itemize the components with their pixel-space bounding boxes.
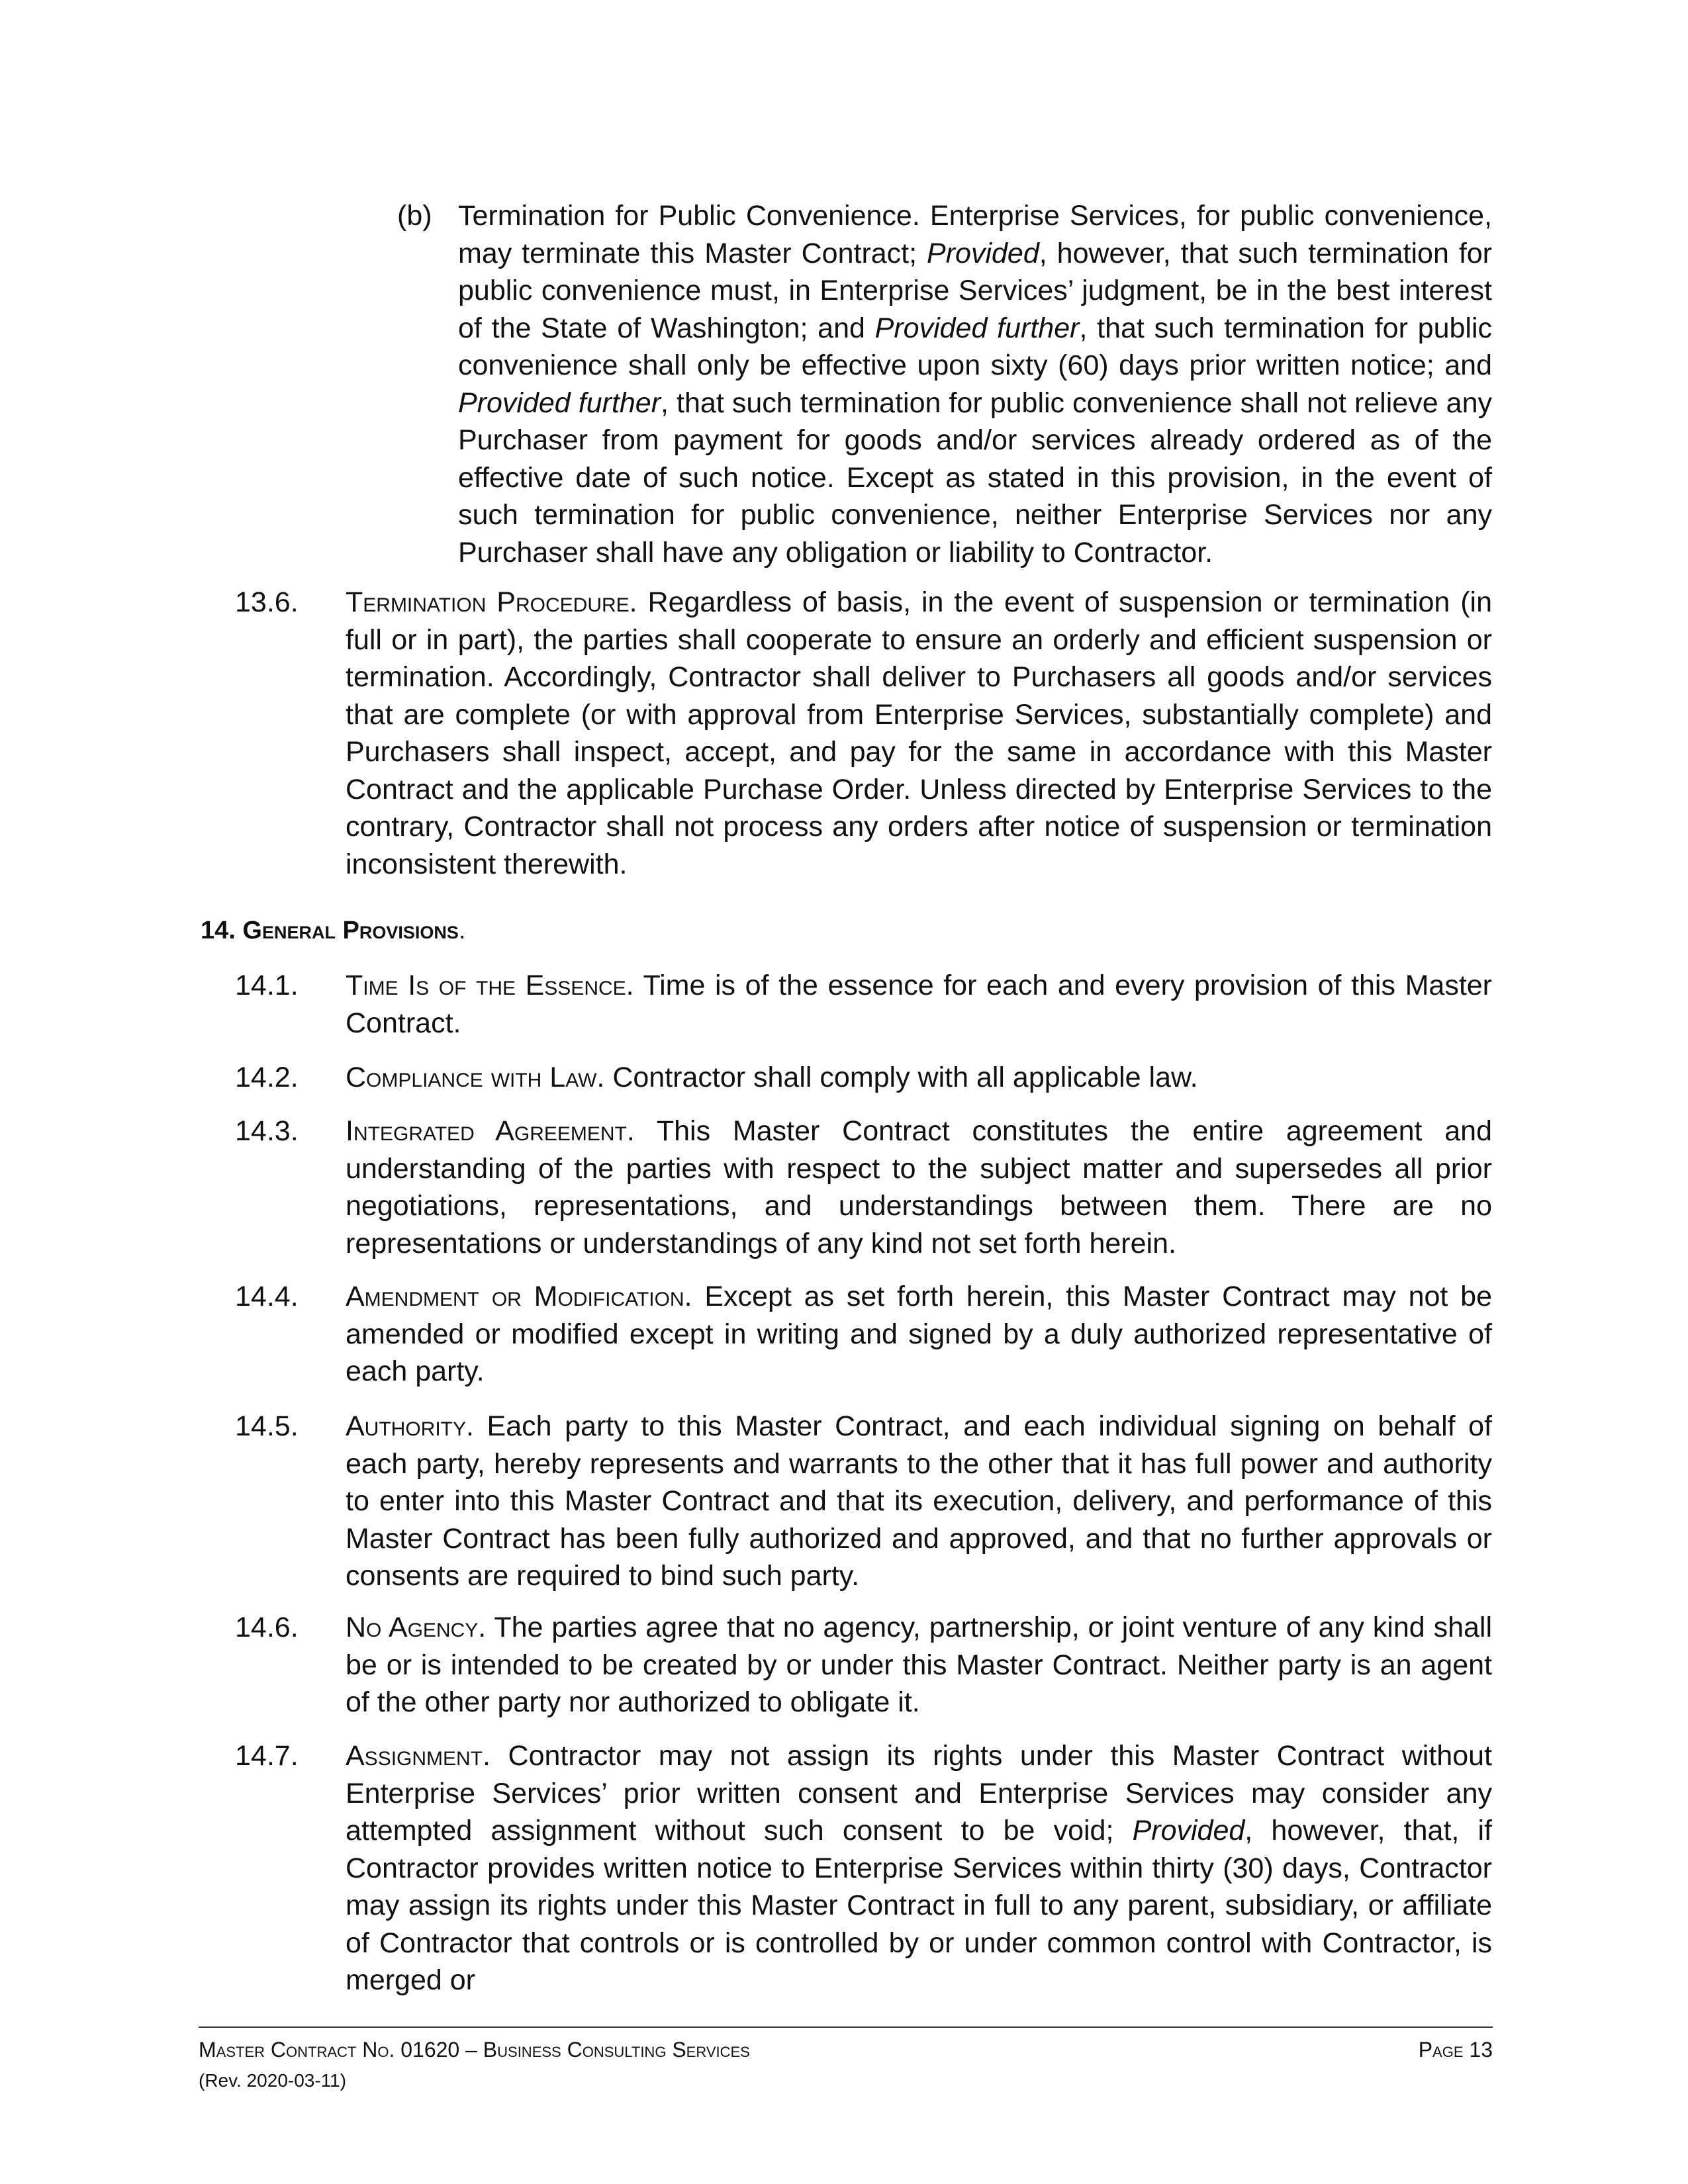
section-heading: Amendment or Modification. bbox=[346, 1281, 692, 1312]
footer-page bbox=[1419, 2035, 1493, 2064]
section-number: 14.4. bbox=[235, 1281, 299, 1312]
section-body: , however, that, if Contractor provides written notice to Enterprise Services within thirty (30) days, Contractor may assign its rights under this Master Contract in full to any parent, subsidiary, or affiliate of Contractor that controls or is controlled by or under common control with Contractor, is merged or bbox=[346, 1815, 1492, 1996]
section-number: 14.5. bbox=[235, 1410, 299, 1442]
section-number: 14.2. bbox=[235, 1062, 299, 1093]
clause-label: (b) bbox=[397, 200, 432, 232]
section-body: Except as set forth herein, this Master Contract may not be amended or modified except in writing and signed by a duly authorized representative of each party. bbox=[346, 1281, 1492, 1387]
section-heading: Termination Procedure. bbox=[346, 586, 637, 618]
section-heading: Time Is of the Essence. bbox=[346, 970, 634, 1001]
section-text bbox=[346, 1609, 1492, 1721]
section-emphasis: Provided bbox=[1132, 1815, 1245, 1846]
section-body: The parties agree that no agency, partnership, or joint venture of any kind shall be or is intended to be created by or under this Master Contract. Neither party is an agent of the other party nor authorized to obligate it. bbox=[346, 1612, 1493, 1718]
section-13-6 bbox=[235, 584, 1492, 883]
section-14-5 bbox=[235, 1408, 1492, 1595]
section-14-3 bbox=[235, 1113, 1492, 1262]
section-number: 14.1. bbox=[235, 970, 299, 1001]
section-text bbox=[346, 1113, 1492, 1262]
clause-emphasis: Provided further bbox=[874, 312, 1080, 344]
clause-text-part: Termination for Public Convenience. Enterprise Services, for public convenience, may terminate this Master Contract; bbox=[458, 200, 1492, 269]
footer-rule bbox=[199, 2026, 1493, 2028]
section-heading: Compliance with Law. bbox=[346, 1062, 605, 1093]
section-title: General Provisions bbox=[242, 917, 459, 944]
section-body: Time is of the essence for each and every provision of this Master Contract. bbox=[346, 970, 1492, 1039]
section-body: Each party to this Master Contract, and each individual signing on behalf of each party, hereby represents and warrants to the other that it has full power and authority to enter into this Master Contract and that its execution, delivery, and performance of this Master Contract has been fully authorized and approved, and that no further approvals or consents are required to bind such party. bbox=[346, 1410, 1493, 1592]
section-heading: No Agency. bbox=[346, 1612, 487, 1643]
section-text bbox=[346, 1059, 1492, 1097]
section-text bbox=[346, 1278, 1492, 1390]
clause-text-part: , that such termination for public convenience shall only be effective upon sixty (60) days prior written notice; and bbox=[458, 312, 1493, 381]
section-number: 14.3. bbox=[235, 1115, 299, 1147]
section-heading: Authority. bbox=[346, 1410, 474, 1442]
footer-revision: (Rev. 2020-03-11) bbox=[199, 2070, 347, 2091]
section-text bbox=[346, 1408, 1492, 1595]
clause-emphasis: Provided further bbox=[458, 387, 661, 419]
clause-text-part: , that such termination for public convenience shall not relieve any Purchaser from payment for goods and/or services already ordered as of the effective date of such notice. Except as stated in this provision, in the event of such termination for public convenience, neither Enterprise Services nor any Purchaser shall have any obligation or liability to Contractor. bbox=[458, 387, 1492, 569]
section-body: Regardless of basis, in the event of suspension or termination (in full or in part), the parties shall cooperate to ensure an orderly and efficient suspension or termination. Accordingly, Contractor shall deliver to Purchasers all goods and/or services that are complete (or with approval from Enterprise Services, substantially complete) and Purchasers shall inspect, accept, and pay for the same in accordance with this Master Contract and the applicable Purchase Order. Unless directed by Enterprise Services to the contrary, Contractor shall not process any orders after notice of suspension or termination inconsistent therewith. bbox=[346, 586, 1492, 880]
clause-13-5-b bbox=[397, 197, 1492, 571]
section-text bbox=[346, 584, 1492, 883]
section-heading: Assignment. bbox=[346, 1740, 491, 1772]
section-number: 13.6. bbox=[235, 586, 299, 618]
footer-title: Master Contract No. 01620 – Business Consulting Services bbox=[199, 2038, 750, 2062]
section-body: Contractor may not assign its rights under this Master Contract without Enterprise Services’ prior written consent and Enterprise Services may consider any attempted assignment without such consent to be void; bbox=[346, 1740, 1492, 1846]
section-14-2 bbox=[235, 1059, 1492, 1097]
page-label: Page bbox=[1418, 2038, 1464, 2062]
clause-text bbox=[458, 197, 1492, 571]
clause-text-part: , however, that such termination for public convenience must, in Enterprise Services’ judgment, be in the best interest of the State of Washington; and bbox=[458, 237, 1493, 344]
section-14-6 bbox=[235, 1609, 1492, 1721]
section-title-period: . bbox=[458, 917, 466, 944]
section-number: 14. bbox=[201, 917, 236, 944]
section-number: 14.6. bbox=[235, 1612, 299, 1643]
section-14-1 bbox=[235, 967, 1492, 1042]
clause-emphasis: Provided bbox=[927, 237, 1039, 269]
section-14-7 bbox=[235, 1737, 1492, 1999]
section-14-4 bbox=[235, 1278, 1492, 1390]
page-number: 13 bbox=[1469, 2038, 1493, 2062]
section-body: This Master Contract constitutes the entire agreement and understanding of the parties with respect to the subject matter and supersedes all prior negotiations, representations, and understandings between them. There are no representations or understandings of any kind not set forth herein. bbox=[346, 1115, 1492, 1259]
section-heading: Integrated Agreement. bbox=[346, 1115, 635, 1147]
section-number: 14.7. bbox=[235, 1740, 299, 1772]
section-text bbox=[346, 1737, 1492, 1999]
section-body: Contractor shall comply with all applicable law. bbox=[612, 1062, 1198, 1093]
section-14-heading bbox=[201, 912, 465, 949]
section-text bbox=[346, 967, 1492, 1042]
